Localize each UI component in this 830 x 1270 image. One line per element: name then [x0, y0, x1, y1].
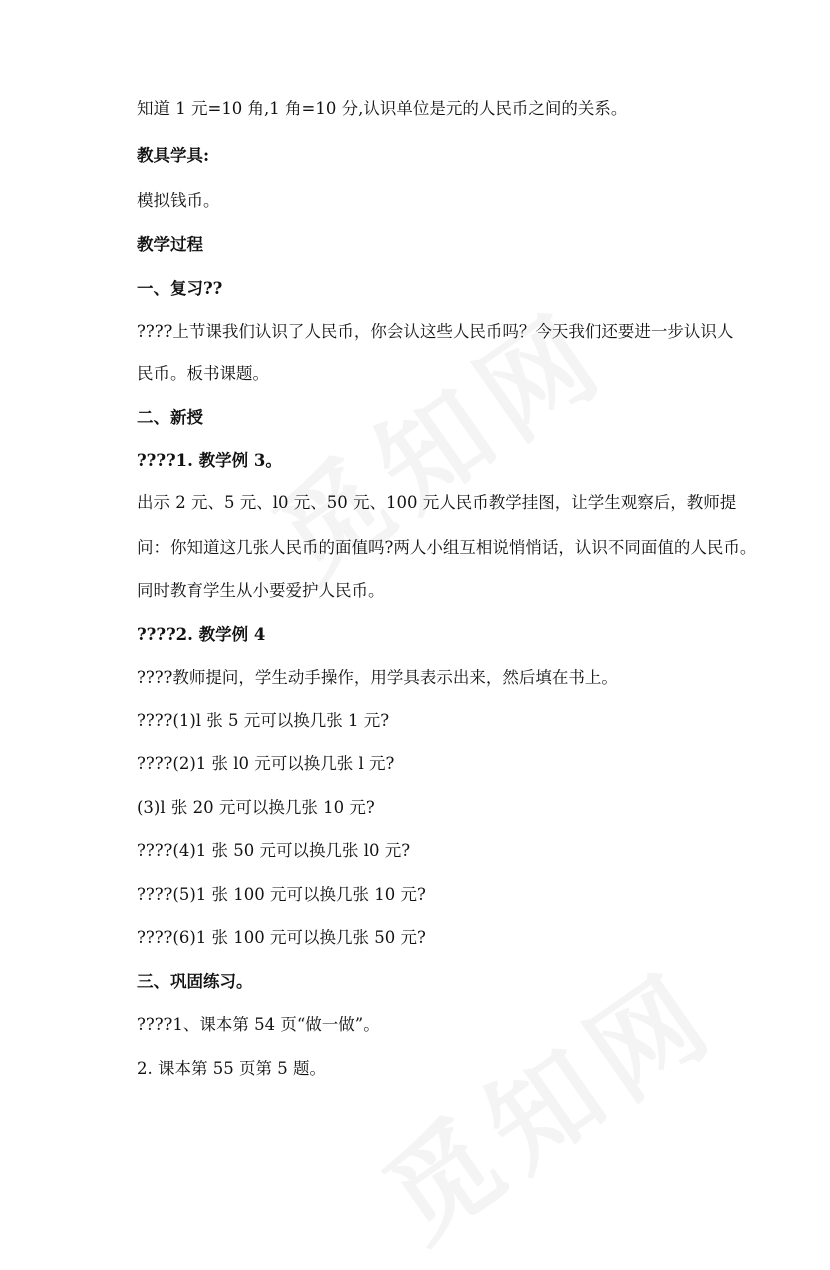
- heading: 二、新授: [137, 408, 203, 427]
- paragraph: ????教师提问，学生动手操作，用学具表示出来，然后填在书上。: [137, 668, 618, 687]
- heading: ????1. 教学例 3。: [137, 451, 282, 470]
- list-item: ????1、课本第 54 页“做一做”。: [137, 1015, 380, 1034]
- list-item: ????(2)1 张 l0 元可以换几张 l 元?: [137, 754, 395, 773]
- heading: 教学过程: [137, 235, 203, 254]
- paragraph: ????上节课我们认识了人民币，你会认这些人民币吗？今天我们还要进一步认识人: [137, 322, 734, 341]
- paragraph: 同时教育学生从小要爱护人民币。: [137, 581, 385, 600]
- list-item: 2. 课本第 55 页第 5 题。: [137, 1059, 326, 1078]
- heading: 一、复习??: [137, 279, 223, 298]
- paragraph: 出示 2 元、5 元、l0 元、50 元、100 元人民币教学挂图，让学生观察后，教师提: [137, 493, 737, 512]
- list-item: ????(4)1 张 50 元可以换几张 l0 元?: [137, 841, 411, 860]
- paragraph: 民币。板书课题。: [137, 364, 269, 383]
- list-item: ????(6)1 张 100 元可以换几张 50 元?: [137, 928, 426, 947]
- watermark: [348, 928, 743, 1270]
- list-item: ????(1)l 张 5 元可以换几张 1 元?: [137, 711, 390, 730]
- heading: ????2. 教学例 4: [137, 625, 266, 644]
- paragraph: 问：你知道这几张人民币的面值吗?两人小组互相说悄悄话，认识不同面值的人民币。: [137, 538, 757, 557]
- list-item: ????(5)1 张 100 元可以换几张 10 元?: [137, 885, 426, 904]
- paragraph: 知道 1 元=10 角,1 角=10 分,认识单位是元的人民币之间的关系。: [137, 99, 628, 118]
- heading: 教具学具:: [137, 146, 210, 165]
- paragraph: 模拟钱币。: [137, 191, 220, 210]
- heading: 三、巩固练习。: [137, 972, 253, 991]
- list-item: (3)l 张 20 元可以换几张 10 元?: [137, 798, 375, 817]
